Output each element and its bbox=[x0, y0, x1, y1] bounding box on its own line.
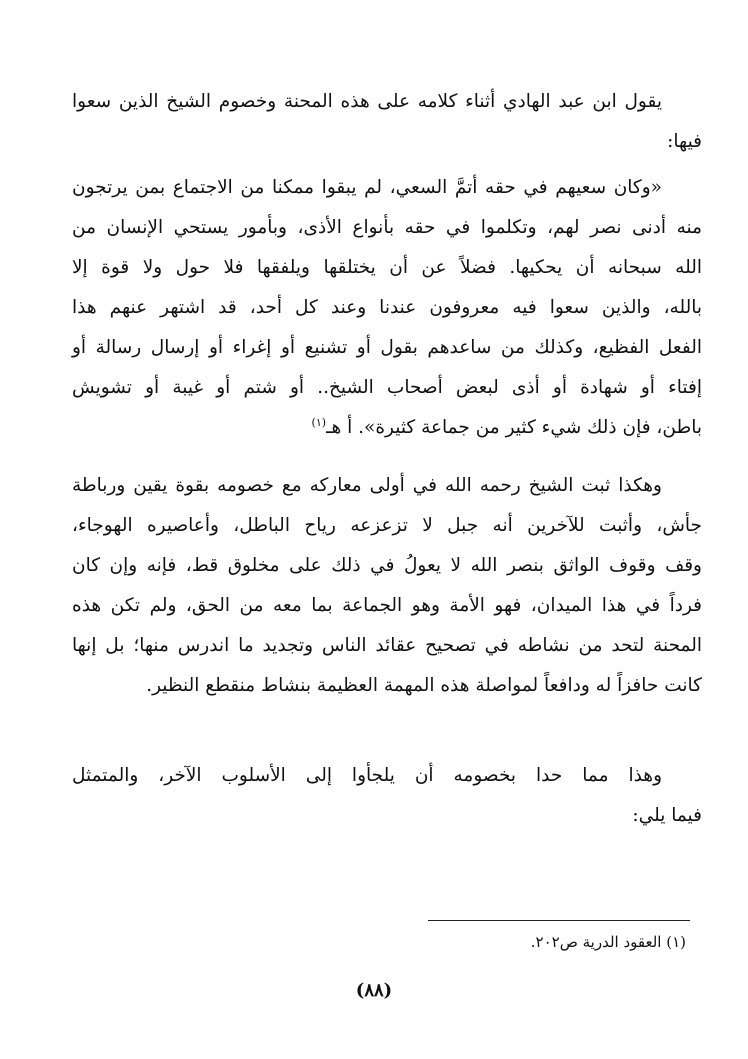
text-line: جأش، وأثبت للآخرين أنه جبل لا تزعزعه رياح الباطل، وأعاصيره الهوجاء، bbox=[72, 515, 702, 536]
text-line: الفعل الفظيع، وكذلك من ساعدهم بقول أو تشنيع أو إغراء أو إرسال رسالة أو bbox=[72, 337, 702, 358]
footnote-separator bbox=[428, 920, 690, 921]
footnote: (١) العقود الدرية ص٢٠٢. bbox=[530, 933, 686, 951]
text-line: كانت حافزاً له ودافعاً لمواصلة هذه المهمة العظيمة بنشاط منقطع النظير. bbox=[146, 675, 702, 696]
paragraph-quote bbox=[72, 168, 702, 448]
paragraph-intro bbox=[72, 82, 702, 162]
text-line: وقف وقوف الواثق بنصر الله لا يعولُ في ذلك على مخلوق قط، فإنه وإن كان bbox=[72, 555, 702, 576]
text-line: منه أدنى نصر لهم، وتكلموا في حقه بأنواع الأذى، وبأمور يستحي الإنسان من bbox=[72, 217, 702, 238]
text-line: وهكذا ثبت الشيخ رحمه الله في أولى معاركه مع خصومه بقوة يقين ورباطة bbox=[72, 475, 662, 496]
text-line bbox=[72, 408, 702, 448]
text-line-content: باطن، فإن ذلك شيء كثير من جماعة كثيرة». أ هـ bbox=[326, 417, 702, 438]
text-line: فيها: bbox=[667, 131, 702, 152]
paragraph-transition bbox=[72, 756, 702, 836]
text-line: فيما يلي: bbox=[632, 805, 702, 826]
text-line: يقول ابن عبد الهادي أثناء كلامه على هذه المحنة وخصوم الشيخ الذين سعوا bbox=[72, 91, 662, 112]
paragraph-steadfastness bbox=[72, 466, 702, 706]
text-line: «وكان سعيهم في حقه أتمَّ السعي، لم يبقوا ممكنا من الاجتماع بمن يرتجون bbox=[72, 177, 662, 198]
text-line: الله سبحانه أن يحكيها. فضلاً عن أن يختلقها ويلفقها فلا حول ولا قوة إلا bbox=[72, 257, 702, 278]
text-line: بالله، والذين سعوا فيه معروفون عندنا وعند كل أحد، قد اشتهر عنهم هذا bbox=[72, 297, 702, 318]
text-line: فرداً في هذا الميدان، فهو الأمة وهو الجماعة بما معه من الحق، ولم تكن هذه bbox=[72, 595, 702, 616]
text-line: إفتاء أو شهادة أو أذى لبعض أصحاب الشيخ.. أو شتم أو غيبة أو تشويش bbox=[72, 377, 702, 398]
text-line: المحنة لتحد من نشاطه في تصحيح عقائد الناس وتجديد ما اندرس منها؛ بل إنها bbox=[72, 635, 702, 656]
footnote-marker: (١) bbox=[311, 415, 327, 429]
page-number: (٨٨) bbox=[355, 980, 393, 1001]
text-line: وهذا مما حدا بخصومه أن يلجأوا إلى الأسلوب الآخر، والمتمثل bbox=[72, 765, 662, 786]
